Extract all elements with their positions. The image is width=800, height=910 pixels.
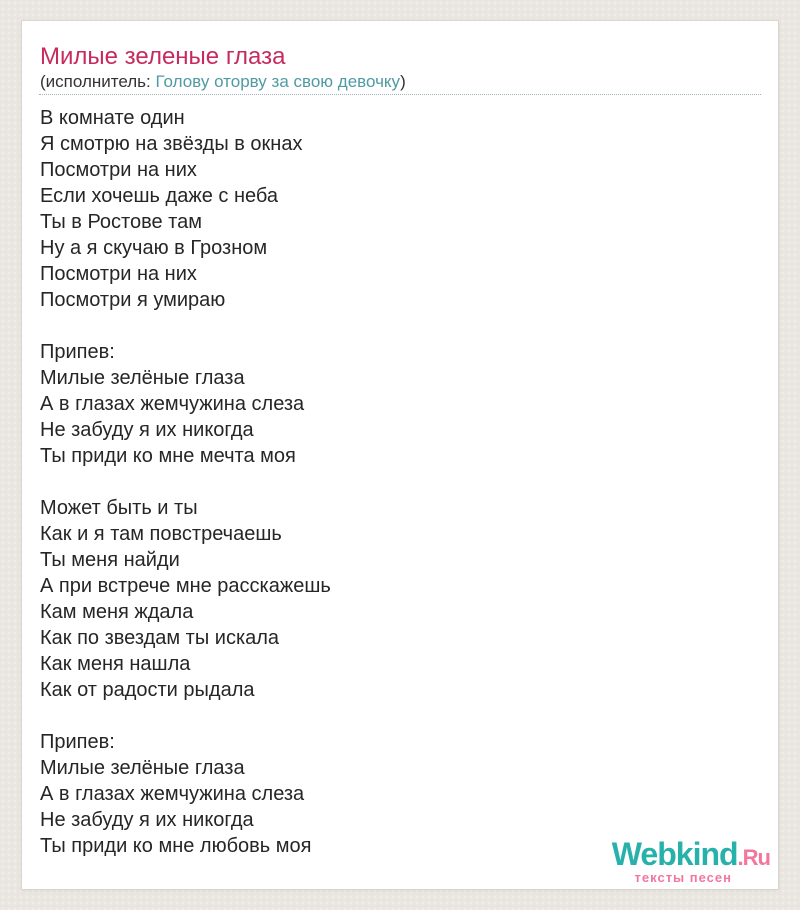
lyric-line: Посмотри на них [40,159,197,181]
lyric-line: Не забуду я их никогда [40,809,254,831]
lyric-line: А в глазах жемчужина слеза [40,393,305,415]
logo-wordmark [611,836,770,873]
lyric-line: А в глазах жемчужина слеза [40,783,305,805]
lyric-line: Может быть и ты [40,497,198,519]
lyric-line: Посмотри я умираю [40,289,226,311]
lyric-line: Ну а я скучаю в Грозном [40,237,268,259]
lyric-line: Не забуду я их никогда [40,419,254,441]
artist-line [40,72,406,92]
lyric-line: Ты в Ростове там [40,211,202,233]
webkind-logo[interactable] [611,836,770,885]
lyrics-block [40,105,761,859]
artist-suffix: ) [400,72,406,91]
lyric-line: В комнате один [40,107,185,129]
lyric-line: Припев: [40,731,115,753]
lyric-line: Милые зелёные глаза [40,757,245,779]
lyric-line [40,313,761,339]
artist-link[interactable]: Голову оторву за свою девочку [155,72,401,91]
lyric-line: Как от радости рыдала [40,679,255,701]
lyric-line: Ты приди ко мне мечта моя [40,445,296,467]
lyric-line: А при встрече мне расскажешь [40,575,331,597]
dotted-separator [39,94,761,95]
lyric-line: Припев: [40,341,115,363]
artist-label: (исполнитель: [40,72,156,91]
lyrics-card [21,20,779,890]
lyric-line [40,703,761,729]
lyric-line: Милые зелёные глаза [40,367,245,389]
lyric-line: Посмотри на них [40,263,197,285]
lyric-line [40,469,761,495]
logo-tagline: тексты песен [634,870,732,885]
lyric-line: Кам меня ждала [40,601,194,623]
lyric-line: Если хочешь даже с неба [40,185,279,207]
lyric-line: Как меня нашла [40,653,191,675]
lyric-line: Ты приди ко мне любовь моя [40,835,312,857]
lyric-line: Я смотрю на звёзды в окнах [40,133,303,155]
logo-tld-text: .Ru [737,845,770,870]
lyric-line: Ты меня найди [40,549,180,571]
song-title: Милые зеленые глаза [40,43,286,70]
logo-main-text: Webkind [611,836,738,872]
lyric-line: Как по звездам ты искала [40,627,280,649]
lyric-line: Как и я там повстречаешь [40,523,282,545]
